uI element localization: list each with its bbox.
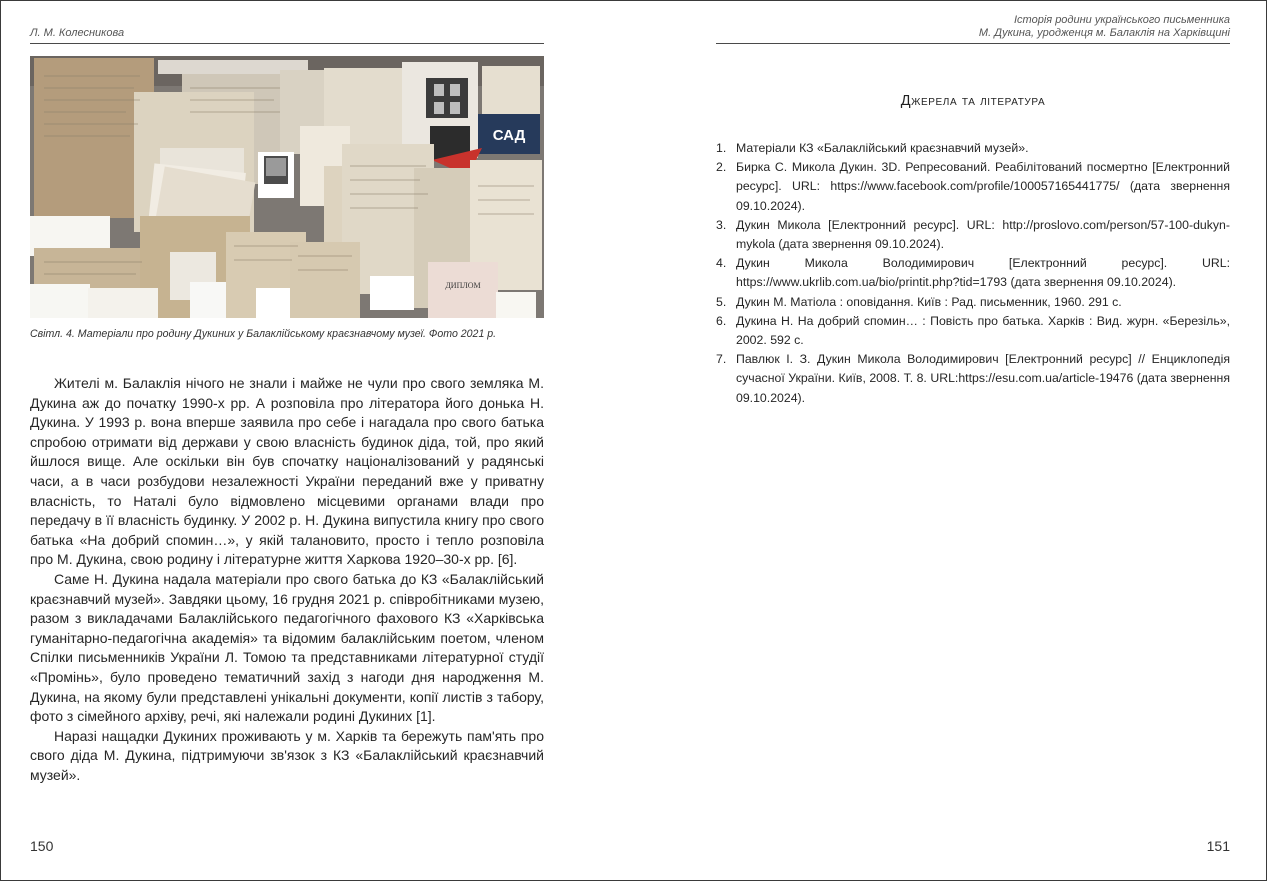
reference-text: Дукин Микола [Електронний ресурс]. URL: http://proslovo.com/person/57-100-dukyn-mykola (дата звернення 09.10.2024). [736,217,1230,252]
museum-exhibit-photo [30,56,544,318]
running-head-line: Історія родини українського письменника [1013,14,1230,26]
reference-text: Матеріали КЗ «Балаклійський краєзнавчий музей». [736,141,1029,155]
reference-item [716,158,1230,216]
reference-number: 7. [716,352,727,367]
reference-item [716,139,1230,158]
left-page [30,0,544,881]
diploma-label: ДИПЛОМ [445,281,481,290]
reference-number: 2. [716,160,727,175]
running-head-line: М. Дукина, уродженця м. Балаклія на Харківщині [978,27,1230,39]
header-rule [716,43,1230,44]
reference-text: Дукин М. Матіола : оповідання. Київ : Рад. письменник, 1960. 291 с. [736,294,1122,309]
page-number: 151 [1206,838,1230,854]
reference-text: Дукин Микола Володимирович [Електронний ресурс]. URL: https://www.ukrlib.com.ua/bio/printit.php?tid=1793 (дата звернення 09.10.2024). [736,256,1230,290]
poster-label: САД [492,127,526,144]
page-number: 150 [30,838,54,854]
reference-list [716,139,1230,408]
running-head-author: Л. М. Колесникова [30,27,125,39]
reference-number: 5. [716,294,727,309]
reference-item [716,293,1230,312]
reference-number: 1. [716,141,727,155]
body-text [30,374,544,785]
header-rule [30,43,544,44]
reference-item [716,254,1230,292]
section-title: Джерела та література [900,93,1046,109]
running-head-title [716,14,1230,40]
reference-item [716,312,1230,350]
reference-number: 6. [716,313,727,328]
right-page [716,0,1230,881]
reference-item [716,350,1230,408]
paragraph: Наразі нащадки Дукиних проживають у м. Харків та бережуть пам'ять про свого діда М. Дукина, підтримуючи зв'язок з КЗ «Балаклійський краєзнавчий музей». [30,727,544,783]
reference-text: Бирка С. Микола Дукин. 3D. Репресований. Реабілітований посмертно [Електронний ресурс]. URL: https://www.facebook.com/profile/100057165441775/ (дата звернення 09.10.2024). [736,160,1230,213]
figure-caption: Світл. 4. Матеріали про родину Дукиних у Балаклійському краєзнавчому музеї. Фото 2021 р. [30,328,497,340]
paragraph: Саме Н. Дукина надала матеріали про свого батька до КЗ «Балаклійський краєзнавчий музей». Завдяки цьому, 16 грудня 2021 р. співробітниками музею, разом з викладачами Балаклійського педагогічного фахового КЗ «Харківська гуманітарно-педагогічна академія» та відомим балаклійським поетом, членом Спілки письменників України Л. Томою та представниками літературної студії «Промінь», було проведено тематичний захід з нагоди дня народження М. Дукина, на якому були представлені унікальні документи, копії листів з табору, фото з сімейного архіву, речі, які належали родині Дукиних [1]. [30,570,544,725]
reference-item [716,216,1230,254]
reference-text: Павлюк І. З. Дукин Микола Володимирович [Електронний ресурс] // Енциклопедія сучасної України. Київ, 2008. Т. 8. URL:https://esu.com.ua/article-19476 (дата звернення 09.10.2024). [736,352,1230,405]
reference-text: Дукина Н. На добрий спомин… : Повість про батька. Харків : Вид. журн. «Березіль», 2002. 592 с. [736,313,1230,348]
paragraph: Жителі м. Балаклія нічого не знали і майже не чули про свого земляка М. Дукина аж до початку 1990-х рр. А розповіла про літератора його донька Н. Дукина. У 1993 р. вона вперше заявила про себе і нагадала про свого батька спробою отримати від держави у свою власність будинок діда, той, про який йшлося вище. Але оскільки він був спочатку націоналізований у радянські часи, а в часи розбудови незалежності України переданий вже у приватну власність, то Наталі було відмовлено місцевими органами влади про передачу в її власність будинку. У 2002 р. Н. Дукина випустила книгу про свого батька «На добрий спомин…», у якій талановито, просто і тепло розповіла про М. Дукина, свою родину і літературне життя Харкова 1920–30-х рр. [6]. [30,375,544,568]
reference-number: 4. [716,256,727,271]
reference-number: 3. [716,217,727,232]
